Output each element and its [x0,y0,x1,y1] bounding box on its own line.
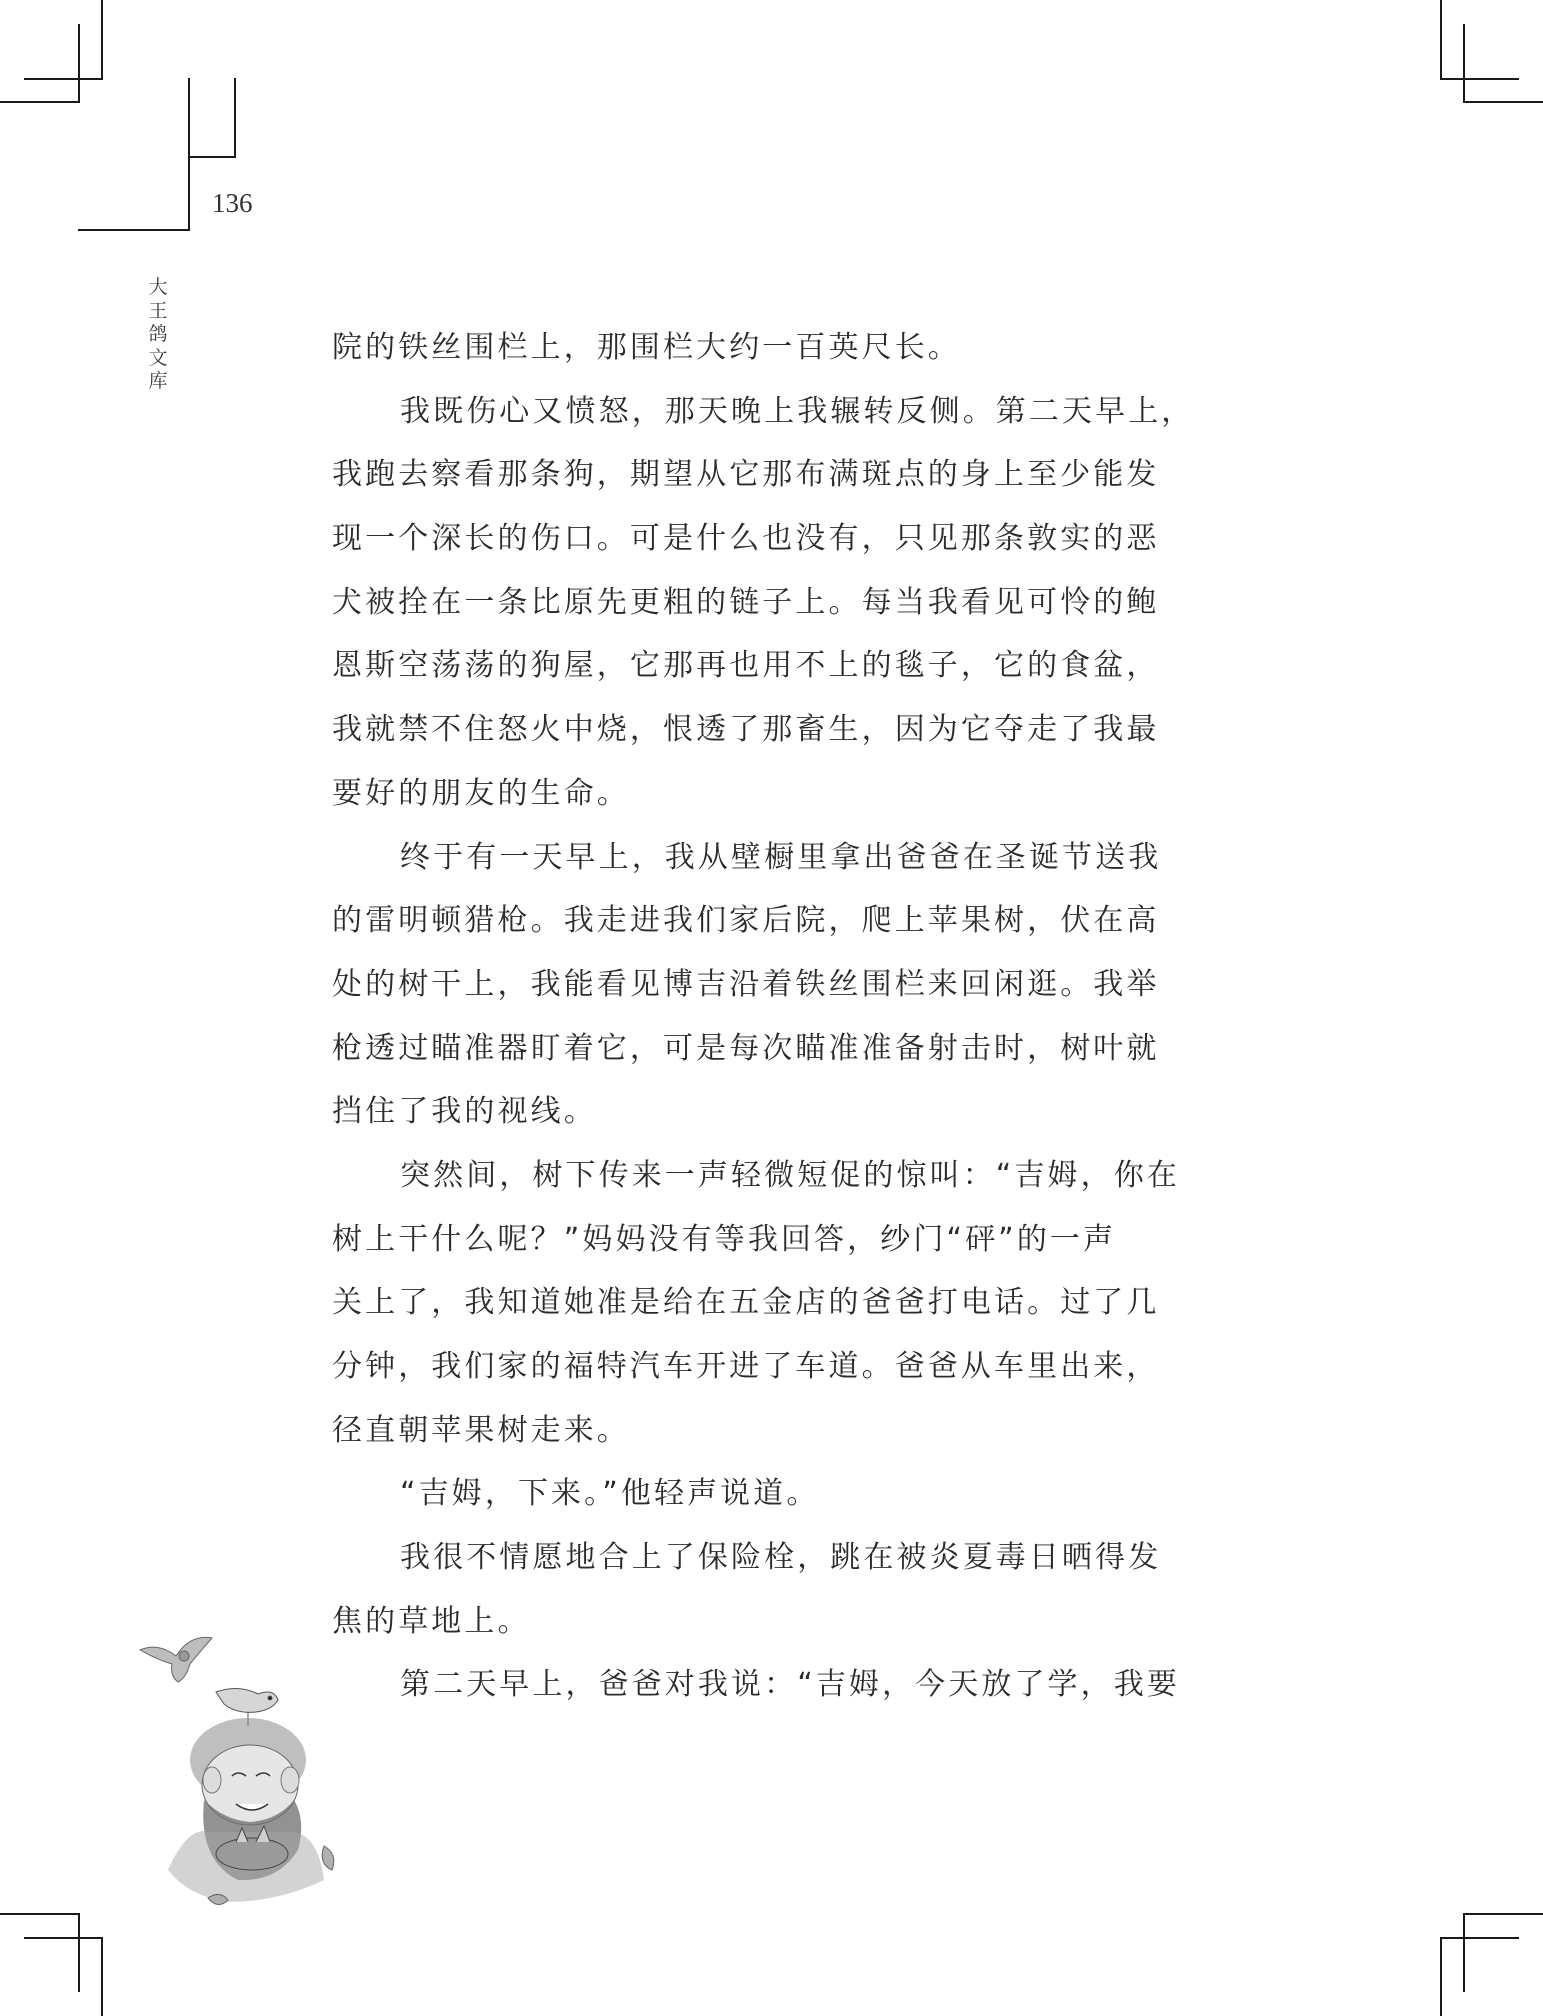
text-line: 我既伤心又愤怒，那天晚上我辗转反侧。第二天早上， [400,393,1195,429]
text-line: 枪透过瞄准器盯着它，可是每次瞄准准备射击时，树叶就 [332,1030,1160,1066]
crop-mark [1440,78,1519,80]
text-line: 院的铁丝围栏上，那围栏大约一百英尺长。 [332,330,961,365]
series-title-char: 库 [148,370,168,392]
text-line: 挡住了我的视线。 [332,1094,597,1130]
crop-mark [1463,101,1543,103]
series-title-char: 鸽 [148,323,168,345]
header-rule [188,156,236,158]
text-line: 树上干什么呢？”妈妈没有等我回答，纱门“砰”的一声 [332,1221,1117,1257]
text-line: 终于有一天早上，我从壁橱里拿出爸爸在圣诞节送我 [400,839,1162,875]
crop-mark [1440,0,1442,79]
crop-mark [0,101,80,103]
text-line: 径直朝苹果树走来。 [332,1412,630,1448]
flying-bird-icon [140,1637,212,1682]
text-line: 焦的草地上。 [332,1603,531,1639]
crop-mark [1463,1913,1543,1915]
crop-mark [1440,1937,1519,1939]
crop-mark [101,1937,103,2016]
text-line: 要好的朋友的生命。 [332,775,630,811]
series-title-char: 文 [148,346,168,369]
text-line: 第二天早上，爸爸对我说：“吉姆，今天放了学，我要 [400,1667,1180,1703]
header-rule [78,229,190,231]
text-line: “吉姆，下来。”他轻声说道。 [400,1476,820,1512]
text-line: 我很不情愿地合上了保险栓，跳在被炎夏毒日晒得发 [400,1540,1162,1576]
text-line: 现一个深长的伤口。可是什么也没有，只见那条敦实的恶 [332,521,1160,557]
crop-mark [101,0,103,79]
bearded-man-with-birds-illustration [128,1620,348,1910]
crop-mark [1463,24,1465,103]
series-title-char: 大 [148,276,168,298]
crop-mark [24,1937,103,1939]
crop-mark [78,1913,80,1992]
text-line: 我就禁不住怒火中烧，恨透了那畜生，因为它夺走了我最 [332,712,1160,748]
series-title-char: 王 [148,299,168,322]
page-number: 136 [212,188,253,218]
text-line: 恩斯空荡荡的狗屋，它那再也用不上的毯子，它的食盆， [332,648,1160,684]
body-text [332,325,1195,1726]
crop-mark [1463,1913,1465,1992]
header-rule [234,78,236,158]
crop-mark [78,24,80,103]
text-line: 处的树干上，我能看见博吉沿着铁丝围栏来回闲逛。我举 [332,966,1160,1002]
leaf [322,1846,334,1870]
text-line: 犬被拴在一条比原先更粗的链子上。每当我看见可怜的鲍 [332,584,1160,620]
crop-mark [0,1913,80,1915]
nest [216,1838,288,1870]
header-rule [188,78,190,230]
text-line: 突然间，树下传来一声轻微短促的惊叫：“吉姆，你在 [400,1157,1180,1193]
text-line: 关上了，我知道她准是给在五金店的爸爸打电话。过了几 [332,1285,1160,1321]
series-title [146,276,170,394]
text-line: 分钟，我们家的福特汽车开进了车道。爸爸从车里出来， [332,1349,1160,1384]
text-line: 的雷明顿猎枪。我走进我们家后院，爬上苹果树，伏在高 [332,903,1160,939]
crop-mark [24,78,103,80]
crop-mark [1440,1937,1442,2016]
text-line: 我跑去察看那条狗，期望从它那布满斑点的身上至少能发 [332,457,1160,493]
